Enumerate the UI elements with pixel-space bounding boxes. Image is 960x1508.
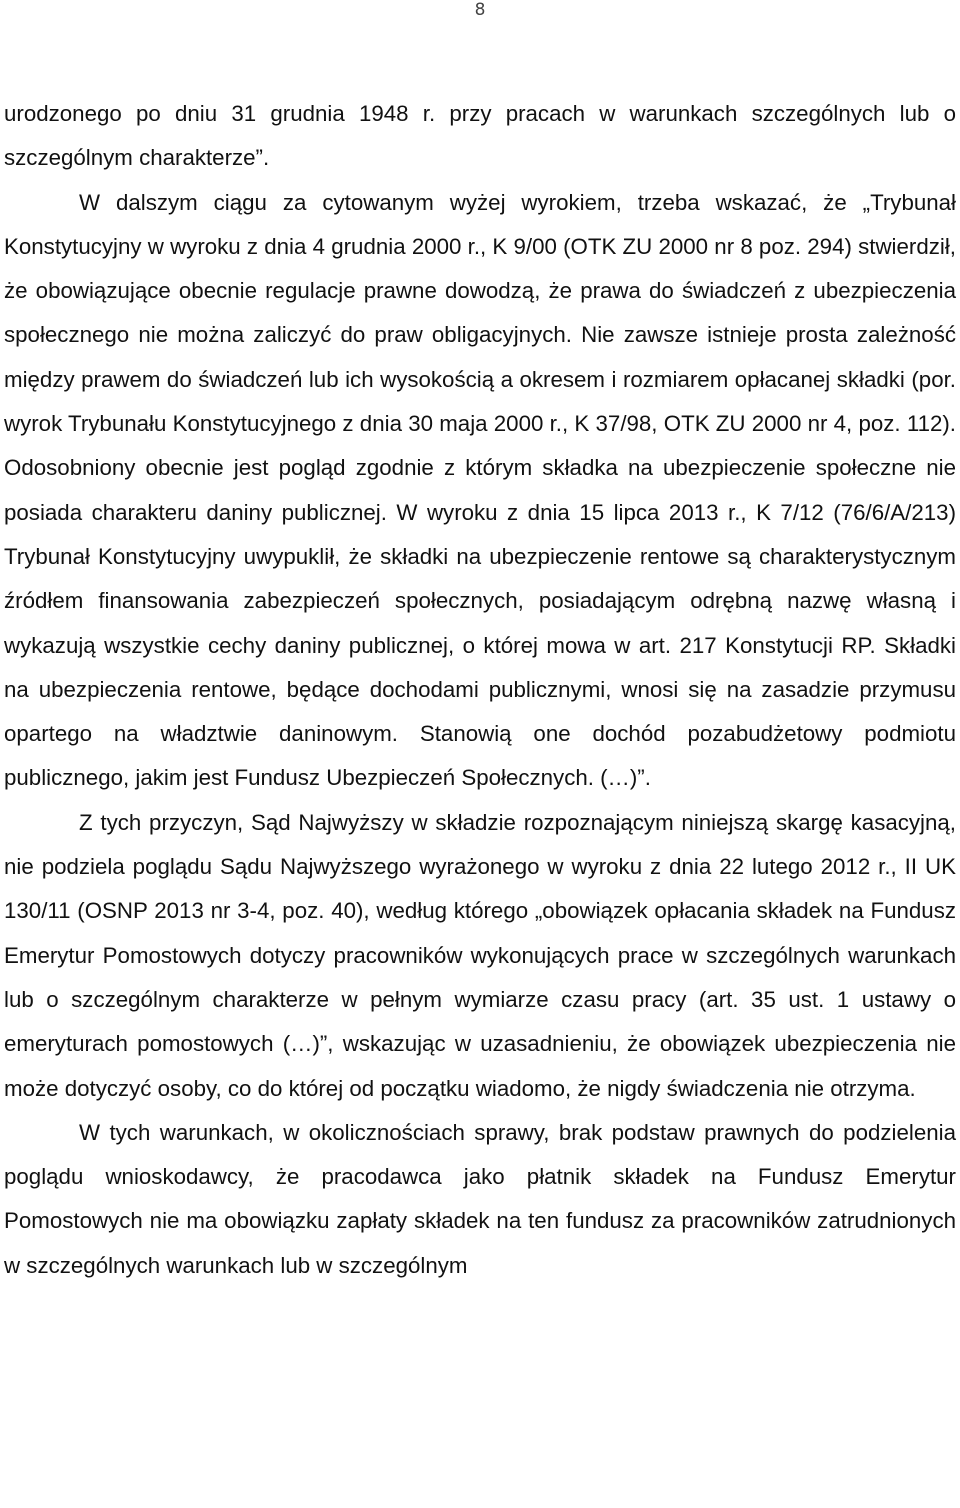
paragraph-continuation: urodzonego po dniu 31 grudnia 1948 r. przy pracach w warunkach szczególnych lub o szczególnym charakterze”.	[4, 101, 956, 171]
page-number: 8	[474, 0, 486, 20]
paragraph-final: W tych warunkach, w okolicznościach sprawy, brak podstaw prawnych do podzielenia poglądu wnioskodawcy, że pracodawca jako płatnik składek na Fundusz Emerytur Pomostowych nie ma obowiązku zapłaty składek na ten fundusz za pracowników zatrudnionych w szczególnych warunkach lub w szczególnym	[4, 1119, 956, 1278]
document-body	[4, 92, 956, 1288]
paragraph-conclusion: Z tych przyczyn, Sąd Najwyższy w składzie rozpoznającym niniejszą skargę kasacyjną, nie podziela poglądu Sądu Najwyższego wyrażonego w wyroku z dnia 22 lutego 2012 r., II UK 130/11 (OSNP 2013 nr 3-4, poz. 40), według którego „obowiązek opłacania składek na Fundusz Emerytur Pomostowych dotyczy pracowników wykonujących prace w szczególnych warunkach lub o szczególnym charakterze w pełnym wymiarze czasu pracy (art. 35 ust. 1 ustawy o emeryturach pomostowych (…)”, wskazując w uzasadnieniu, że obowiązek ubezpieczenia nie może dotyczyć osoby, co do której od początku wiadomo, że nigdy świadczenia nie otrzyma.	[4, 809, 956, 1101]
paragraph-citation: W dalszym ciągu za cytowanym wyżej wyrokiem, trzeba wskazać, że „Trybunał Konstytucyjny w wyroku z dnia 4 grudnia 2000 r., K 9/00 (OTK ZU 2000 nr 8 poz. 294) stwierdził, że obowiązujące obecnie regulacje prawne dowodzą, że prawa do świadczeń z ubezpieczenia społecznego nie można zaliczyć do praw obligacyjnych. Nie zawsze istnieje prosta zależność między prawem do świadczeń lub ich wysokością a okresem i rozmiarem opłacanej składki (por. wyrok Trybunału Konstytucyjnego z dnia 30 maja 2000 r., K 37/98, OTK ZU 2000 nr 4, poz. 112). Odosobniony obecnie jest pogląd zgodnie z którym składka na ubezpieczenie społeczne nie posiada charakteru daniny publicznej. W wyroku z dnia 15 lipca 2013 r., K 7/12 (76/6/A/213) Trybunał Konstytucyjny uwypuklił, że składki na ubezpieczenie rentowe są charakterystycznym źródłem finansowania zabezpieczeń społecznych, posiadającym odrębną nazwę własną i wykazują wszystkie cechy daniny publicznej, o której mowa w art. 217 Konstytucji RP. Składki na ubezpieczenia rentowe, będące dochodami publicznymi, wnosi się na zasadzie przymusu opartego na władztwie daninowym. Stanowią one dochód pozabudżetowy podmiotu publicznego, jakim jest Fundusz Ubezpieczeń Społecznych. (…)”.	[4, 189, 956, 791]
